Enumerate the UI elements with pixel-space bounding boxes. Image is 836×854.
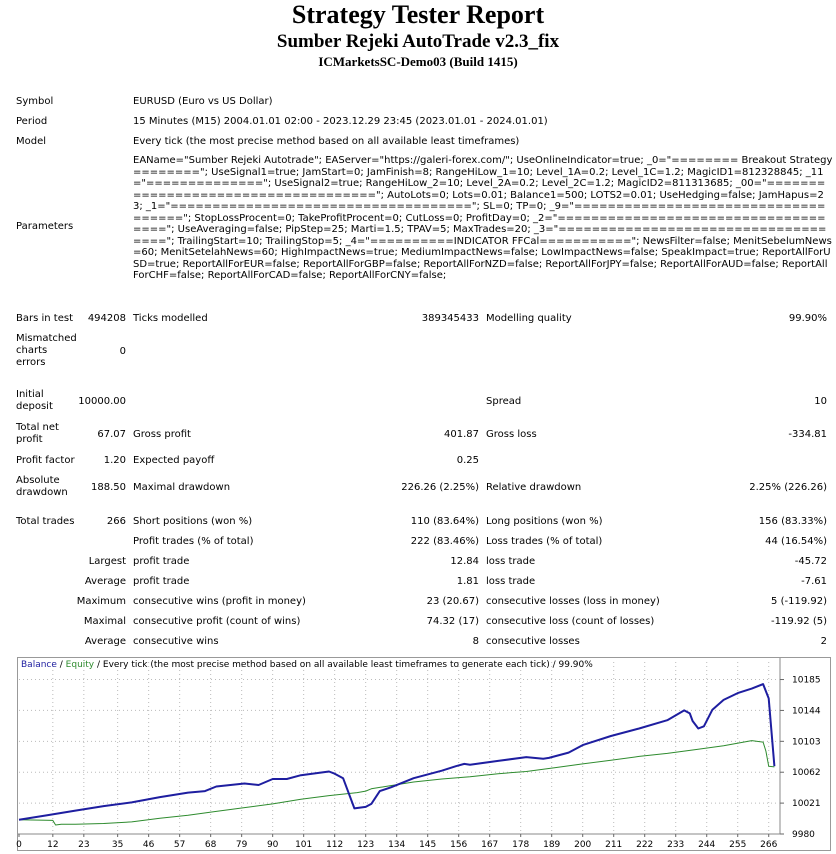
expected-payoff-value: 0.25 [456, 455, 479, 466]
y-tick-label: 10185 [792, 675, 821, 686]
largest-profit-label: profit trade [133, 556, 190, 567]
total-trades-value: 266 [106, 516, 126, 527]
abs-drawdown-label: Absolute drawdown [16, 475, 68, 498]
x-tick-label: 222 [636, 840, 654, 850]
model-label: Model [16, 136, 47, 147]
spread-value: 10 [814, 396, 827, 407]
avg-consec-wins-value: 8 [472, 636, 479, 647]
chart-plot [18, 658, 830, 850]
net-profit-label: Total net profit [16, 422, 59, 445]
gross-profit-value: 401.87 [444, 429, 479, 440]
symbol-label: Symbol [16, 96, 54, 107]
profit-factor-label: Profit factor [16, 455, 75, 466]
x-tick-label: 0 [16, 840, 22, 850]
average-profit-label: profit trade [133, 576, 190, 587]
x-tick-label: 68 [204, 840, 217, 850]
legend-sep: / [56, 660, 66, 670]
profit-factor-value: 1.20 [103, 455, 126, 466]
max-consec-losses-value: 5 (-119.92) [771, 596, 827, 607]
rel-drawdown-value: 2.25% (226.26) [749, 482, 827, 493]
x-tick-label: 134 [388, 840, 406, 850]
x-tick-label: 178 [512, 840, 530, 850]
maximal-consec-loss-value: -119.92 (5) [771, 616, 827, 627]
max-drawdown-value: 226.26 (2.25%) [401, 482, 479, 493]
x-tick-label: 101 [295, 840, 313, 850]
maximal-label: Maximal [83, 616, 126, 627]
profit-trades-value: 222 (83.46%) [410, 536, 479, 547]
x-tick-label: 57 [173, 840, 186, 850]
ticks-label: Ticks modelled [133, 313, 208, 324]
bars-label: Bars in test [16, 313, 73, 324]
maximum-label: Maximum [76, 596, 126, 607]
largest-loss-value: -45.72 [794, 556, 827, 567]
mismatch-label: Mismatched charts errors [16, 333, 77, 368]
legend-desc: / Every tick (the most precise method based on all available least timeframes to generate each tick) / 99.90% [94, 660, 593, 670]
avg-consec-losses-value: 2 [820, 636, 827, 647]
long-label: Long positions (won %) [486, 516, 603, 527]
short-value: 110 (83.64%) [410, 516, 479, 527]
average-profit-value: 1.81 [456, 576, 479, 587]
y-tick-label: 10021 [792, 799, 821, 810]
symbol-value: EURUSD (Euro vs US Dollar) [133, 96, 273, 107]
gross-loss-value: -334.81 [788, 429, 827, 440]
x-tick-label: 112 [326, 840, 344, 850]
x-tick-label: 255 [729, 840, 747, 850]
maximal-consec-profit-value: 74.32 (17) [426, 616, 479, 627]
balance-equity-chart [17, 657, 831, 851]
server-build: ICMarketsSC-Demo03 (Build 1415) [318, 54, 518, 69]
average-loss-label: loss trade [486, 576, 536, 587]
parameters-value: EAName="Sumber Rejeki Autotrade"; EAServer="https://galeri-forex.com/"; UseOnlineIndicator=true; _0="======== Breakout Strategy ========"; UseSignal1=true; JamStart=0; JamFinish=8; RangeHiLow_1=10; Level_1A=0.2; Level_1C=1.2; MagicID1=812328845; _11="=============="; UseSignal2=true; RangeHiLow_2=10; Level_2A=0.2; Level_2C=1.2; MagicID2=811313685; _00="===================================="; AutoLots=0; Lots=0.01; Balance1=500; LOTS2=0.01; UseHedging=false; JamHapus=23; _1="===================================="; SL=0; TP=0; _9="===================================="; StopLossProcent=0; TakeProfitProcent=0; CutLoss=0; ProfitDay=0; _2="===================================="; UseAveraging=false; PipStep=25; Marti=1.5; TPAV=5; MaxTrades=20; _3="===================================="; TrailingStart=10; TrailingStop=5; _4="==========INDICATOR FFCal==========="; NewsFilter=false; MenitSebelumNews=60; MenitSetelahNews=60; HighImpactNews=true; MediumImpactNews=false; LowImpactNews=false; SpeakImpact=true; ReportAllForUSD=true; ReportAllForEUR=false; ReportAllForGBP=false; ReportAllForNZD=false; ReportAllForJPY=false; ReportAllForAUD=false; ReportAllForCHF=false; ReportAllForCAD=false; ReportAllForCNY=false; [133, 155, 833, 281]
ticks-value: 389345433 [421, 313, 479, 324]
profit-trades-label: Profit trades (% of total) [133, 536, 254, 547]
chart-legend [21, 660, 593, 671]
period-value: 15 Minutes (M15) 2004.01.01 02:00 - 2023.12.29 23:45 (2023.01.01 - 2024.01.01) [133, 116, 548, 127]
rel-drawdown-label: Relative drawdown [486, 482, 582, 493]
average-consec-label: Average [84, 636, 126, 647]
y-tick-label: 10144 [792, 706, 821, 717]
x-tick-label: 145 [419, 840, 437, 850]
loss-trades-label: Loss trades (% of total) [486, 536, 603, 547]
model-value: Every tick (the most precise method based on all available least timeframes) [133, 136, 520, 147]
total-trades-label: Total trades [16, 516, 75, 527]
x-tick-label: 46 [142, 840, 155, 850]
largest-loss-label: loss trade [486, 556, 536, 567]
maximal-consec-profit-label: consecutive profit (count of wins) [133, 616, 301, 627]
x-tick-label: 200 [574, 840, 592, 850]
gross-profit-label: Gross profit [133, 429, 191, 440]
net-profit-value: 67.07 [97, 429, 126, 440]
spread-label: Spread [486, 396, 522, 407]
y-tick-label: 9980 [792, 830, 815, 840]
mismatch-value: 0 [119, 346, 126, 357]
largest-profit-value: 12.84 [450, 556, 479, 567]
avg-consec-wins-label: consecutive wins [133, 636, 219, 647]
legend-balance: Balance [21, 660, 57, 670]
avg-consec-losses-label: consecutive losses [486, 636, 580, 647]
quality-value: 99.90% [788, 313, 827, 324]
x-tick-label: 35 [111, 840, 124, 850]
x-tick-label: 167 [481, 840, 499, 850]
short-label: Short positions (won %) [133, 516, 253, 527]
bars-value: 494208 [87, 313, 126, 324]
x-tick-label: 233 [667, 840, 685, 850]
abs-drawdown-value: 188.50 [91, 482, 126, 493]
deposit-label: Initial deposit [16, 389, 53, 412]
y-tick-label: 10062 [792, 768, 821, 779]
y-tick-label: 10103 [792, 737, 821, 748]
series-line-balance [19, 684, 774, 820]
gross-loss-label: Gross loss [486, 429, 537, 440]
long-value: 156 (83.33%) [758, 516, 827, 527]
expected-payoff-label: Expected payoff [133, 455, 215, 466]
x-tick-label: 244 [698, 840, 716, 850]
max-consec-wins-value: 23 (20.67) [426, 596, 479, 607]
legend-equity: Equity [65, 660, 95, 670]
ea-name: Sumber Rejeki AutoTrade v2.3_fix [276, 31, 560, 52]
x-tick-label: 189 [543, 840, 561, 850]
max-consec-losses-label: consecutive losses (loss in money) [486, 596, 660, 607]
max-drawdown-label: Maximal drawdown [133, 482, 231, 493]
x-tick-label: 156 [450, 840, 468, 850]
x-tick-label: 23 [78, 840, 90, 850]
largest-label: Largest [88, 556, 126, 567]
deposit-value: 10000.00 [78, 396, 126, 407]
parameters-label: Parameters [16, 221, 74, 232]
period-label: Period [16, 116, 48, 127]
x-tick-label: 79 [235, 840, 248, 850]
average-loss-value: -7.61 [801, 576, 827, 587]
x-tick-label: 90 [266, 840, 279, 850]
x-tick-label: 211 [605, 840, 623, 850]
x-tick-label: 12 [47, 840, 59, 850]
x-tick-label: 123 [357, 840, 375, 850]
report-title: Strategy Tester Report [291, 0, 545, 29]
max-consec-wins-label: consecutive wins (profit in money) [133, 596, 306, 607]
maximal-consec-loss-label: consecutive loss (count of losses) [486, 616, 655, 627]
loss-trades-value: 44 (16.54%) [765, 536, 827, 547]
average-label: Average [84, 576, 126, 587]
x-tick-label: 266 [760, 840, 778, 850]
quality-label: Modelling quality [486, 313, 572, 324]
